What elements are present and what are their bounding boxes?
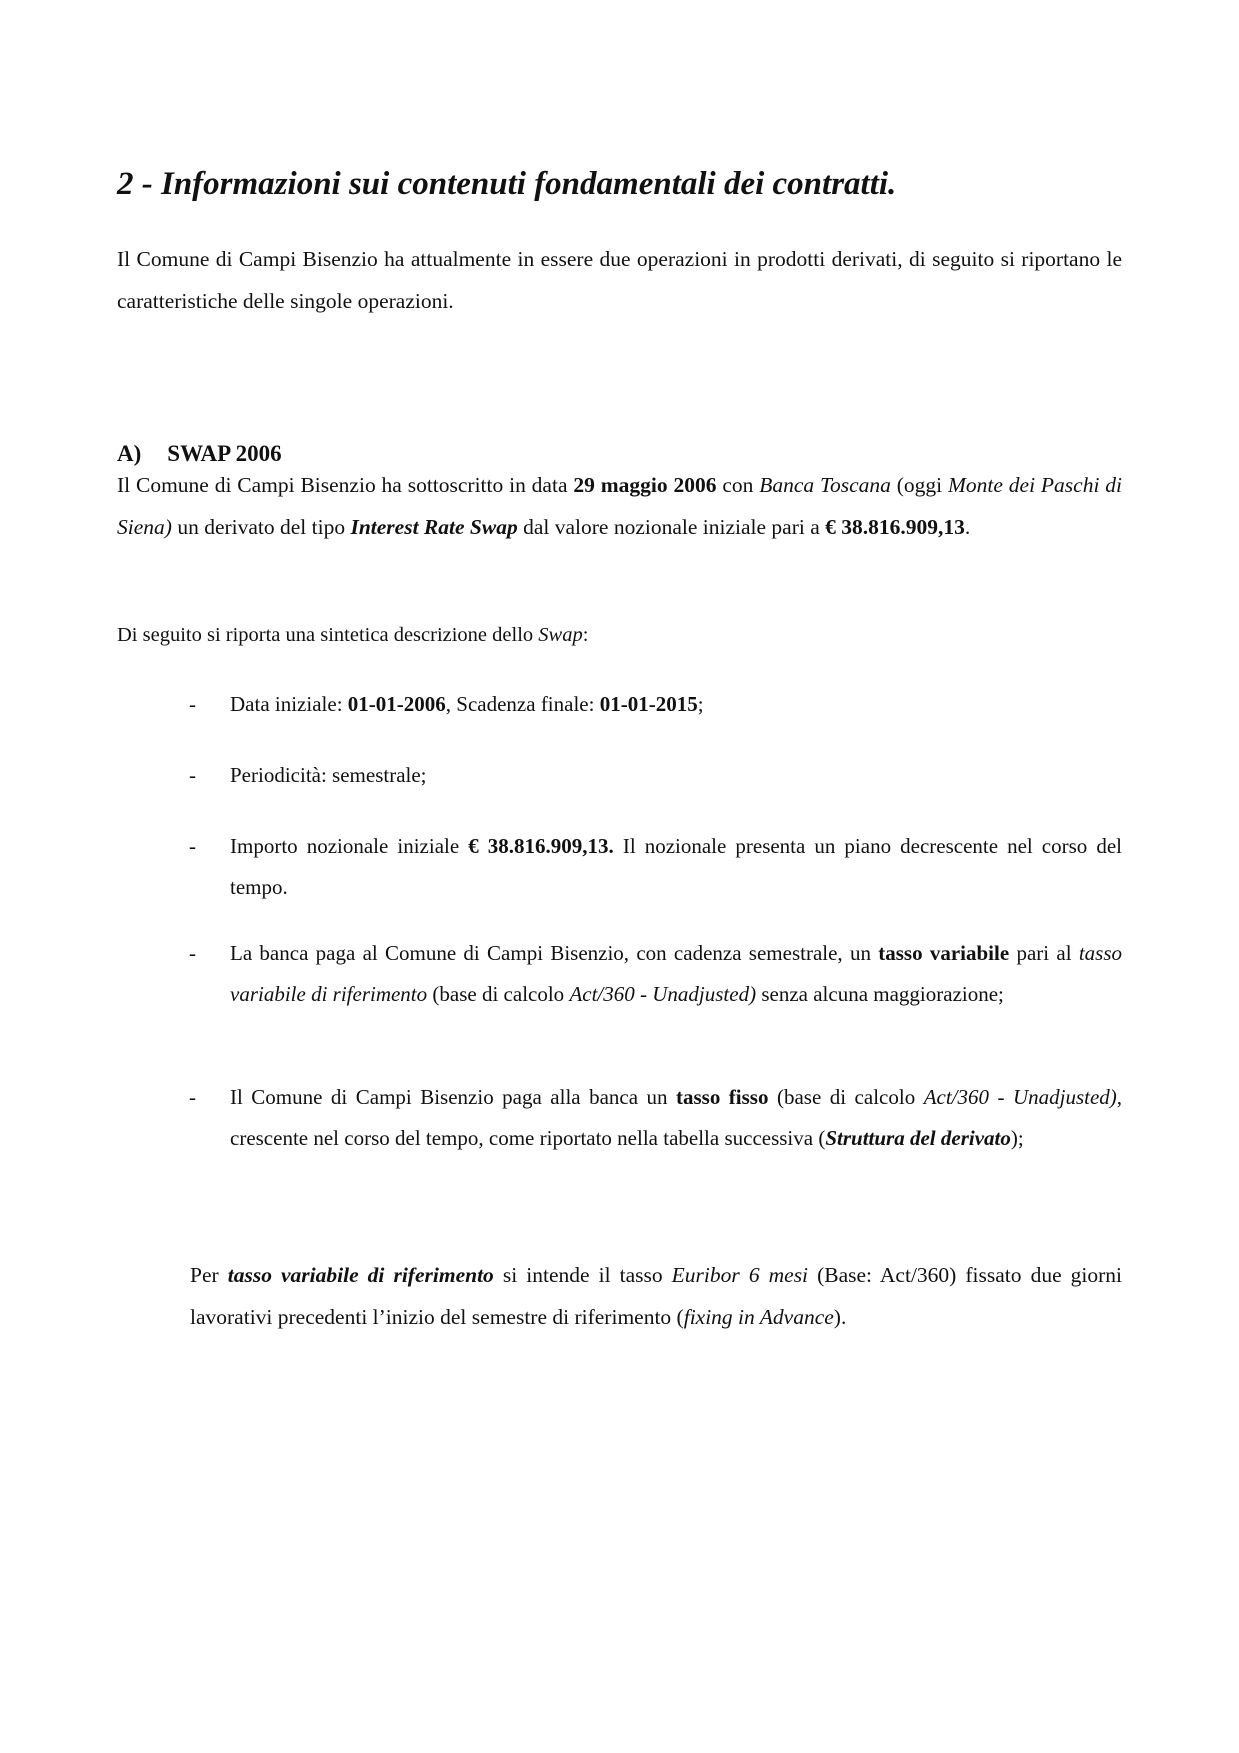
bullet-dash: - xyxy=(189,941,196,965)
bullet-municipality-pays xyxy=(190,1077,1122,1159)
start-date: 01-01-2006 xyxy=(347,692,446,716)
bullet-dates xyxy=(190,684,1122,725)
notional-amount: € 38.816.909,13. xyxy=(468,834,614,858)
note-text: ). xyxy=(833,1305,847,1329)
bank-pays-text: La banca paga al Comune di Campi Bisenzio, con cadenza semestrale, un xyxy=(230,941,871,965)
bullet-text xyxy=(190,1077,1122,1159)
swap-text: dal valore nozionale iniziale pari a xyxy=(523,515,820,539)
notional-label: Importo nozionale iniziale xyxy=(230,834,460,858)
note-term: tasso variabile di riferimento xyxy=(227,1263,494,1287)
notional-tail: Il nozionale presenta un piano decrescente nel corso del tempo. xyxy=(230,834,1122,899)
bullet-text xyxy=(190,933,1122,1015)
swap-paragraph xyxy=(117,464,1122,548)
section-heading: 2 - Informazioni sui contenuti fondamentali dei contratti. xyxy=(117,166,897,202)
bank-name: Banca Toscana xyxy=(759,473,891,497)
table-reference: Struttura del derivato xyxy=(825,1126,1011,1150)
swap-word: Swap xyxy=(538,624,583,646)
subsection-name: SWAP 2006 xyxy=(167,441,282,466)
municipality-pays-text: Il Comune di Campi Bisenzio paga alla banca un xyxy=(230,1085,668,1109)
note-text: si intende il tasso xyxy=(502,1263,663,1287)
product-type: Interest Rate Swap xyxy=(350,515,518,539)
swap-text: con xyxy=(722,473,754,497)
bullet-dash: - xyxy=(189,1085,196,1109)
bullet-dash: - xyxy=(189,763,196,787)
euribor-index: Euribor 6 mesi xyxy=(671,1263,809,1287)
bullet-bank-pays xyxy=(190,933,1122,1015)
reference-rate-note xyxy=(190,1254,1122,1338)
fixing-type: fixing in Advance xyxy=(683,1305,834,1329)
municipality-pays-text: , crescente nel corso del tempo, come riportato nella tabella successiva ( xyxy=(230,1085,1123,1150)
notional-amount: € 38.816.909,13 xyxy=(825,515,965,539)
note-text: (Base: Act/360) fissato due giorni lavorativi precedenti l’inizio del semestre di riferimento ( xyxy=(190,1263,1123,1329)
municipality-pays-text: (base di calcolo xyxy=(776,1085,916,1109)
note-text: Per xyxy=(190,1263,219,1287)
contract-date: 29 maggio 2006 xyxy=(573,473,717,497)
fixed-rate: tasso fisso xyxy=(676,1085,769,1109)
reference-rate: tasso variabile di riferimento xyxy=(230,941,1122,1006)
bank-pays-text: pari al xyxy=(1016,941,1072,965)
day-count-basis: Act/360 - Unadjusted) xyxy=(569,982,757,1006)
bullet-text xyxy=(190,684,1122,725)
bank-pays-text: senza alcuna maggiorazione; xyxy=(761,982,1004,1006)
municipality-pays-text: ); xyxy=(1010,1126,1024,1150)
description-intro xyxy=(117,614,1122,656)
end-date: 01-01-2015 xyxy=(599,692,698,716)
intro-paragraph: Il Comune di Campi Bisenzio ha attualmente in essere due operazioni in prodotti derivati, di seguito si riportano le caratteristiche delle singole operazioni. xyxy=(117,247,1122,313)
bullet-text xyxy=(190,826,1122,908)
bullet-notional xyxy=(190,826,1122,908)
bullet-periodicity xyxy=(190,755,1122,796)
swap-text: (oggi xyxy=(896,473,943,497)
bank-current-name: Monte dei Paschi di Siena) xyxy=(117,473,1123,539)
subsection-letter: A) xyxy=(117,441,142,466)
swap-text: Il Comune di Campi Bisenzio ha sottoscritto in data xyxy=(117,473,568,497)
bullet-tail: ; xyxy=(697,692,704,716)
description-text: Di seguito si riporta una sintetica descrizione dello xyxy=(117,624,534,646)
swap-text: . xyxy=(964,515,971,539)
day-count-basis: Act/360 - Unadjusted) xyxy=(923,1085,1117,1109)
start-label: Data iniziale: xyxy=(230,692,343,716)
description-tail: : xyxy=(582,624,589,646)
bullet-dash: - xyxy=(189,834,196,858)
bullet-dash: - xyxy=(189,692,196,716)
bullet-text: Periodicità: semestrale; xyxy=(230,763,427,787)
swap-text: un derivato del tipo xyxy=(177,515,346,539)
end-label: , Scadenza finale: xyxy=(445,692,595,716)
variable-rate: tasso variabile xyxy=(878,941,1010,965)
bank-pays-text: (base di calcolo xyxy=(432,982,565,1006)
